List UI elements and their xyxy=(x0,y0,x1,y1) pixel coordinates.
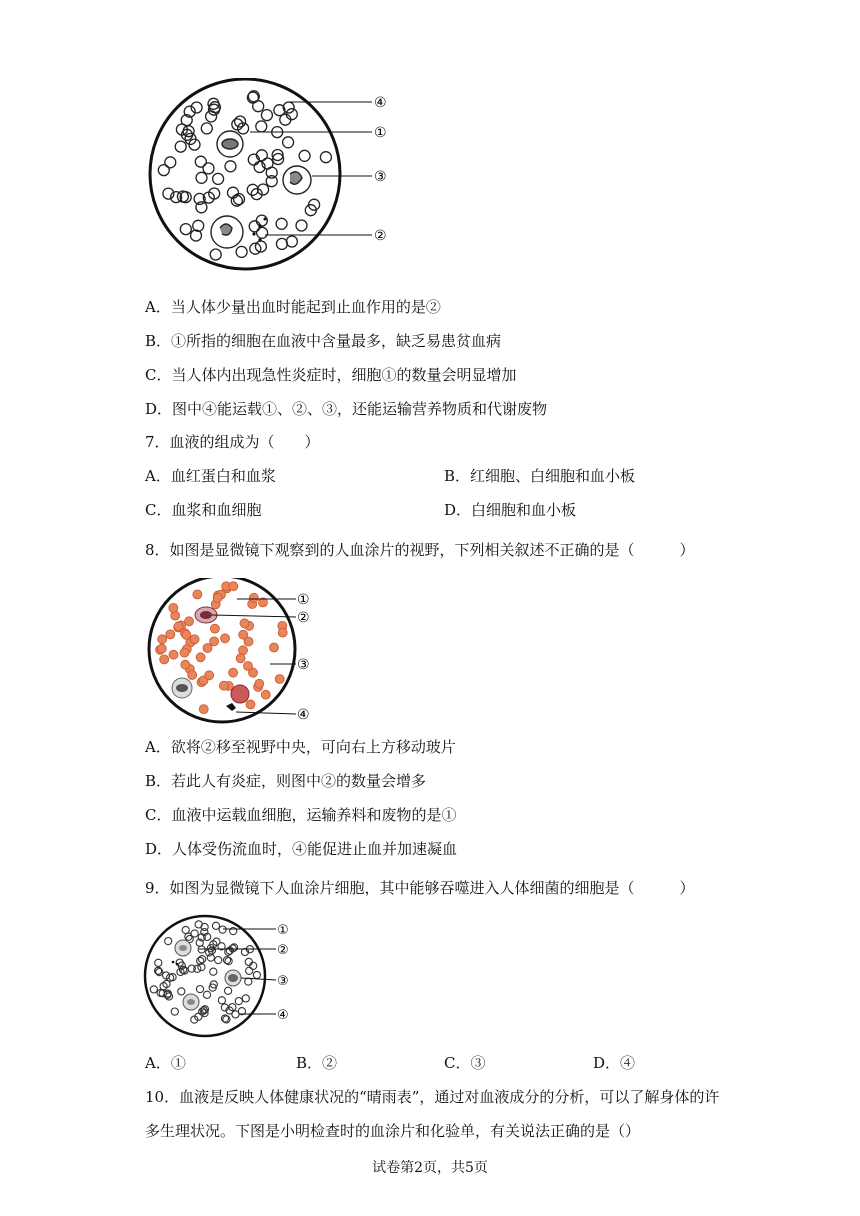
blood-cell xyxy=(203,163,214,174)
blood-cell xyxy=(199,956,206,963)
blood-cell xyxy=(245,958,252,965)
fig1-label-4: ④ xyxy=(374,95,387,111)
q8-option-a: A．欲将②移至视野中央，可向右上方移动玻片 xyxy=(145,738,456,756)
fig2-label-1: ① xyxy=(297,592,310,608)
fig1-label-1: ① xyxy=(374,125,387,141)
q9-option-c: C．③ xyxy=(444,1054,486,1072)
blood-cell xyxy=(203,644,212,653)
q6-option-c: C．当人体内出现急性炎症时，细胞①的数量会明显增加 xyxy=(145,366,517,384)
blood-cell xyxy=(225,987,232,994)
blood-cell xyxy=(193,590,202,599)
blood-cell xyxy=(182,630,191,639)
blood-cell xyxy=(296,220,307,231)
q7-option-c: C．血浆和血细胞 xyxy=(145,501,262,519)
blood-cell xyxy=(169,650,178,659)
blood-cell xyxy=(218,997,225,1004)
blood-cell xyxy=(180,648,189,657)
q6-option-a: A．当人体少量出血时能起到止血作用的是② xyxy=(145,298,441,316)
blood-cell xyxy=(157,644,166,653)
blood-cell xyxy=(205,671,214,680)
blood-cell xyxy=(174,622,183,631)
blood-cell xyxy=(219,926,226,933)
blood-cell xyxy=(175,141,186,152)
blood-cell xyxy=(169,603,178,612)
blood-cell xyxy=(196,986,203,993)
blood-cell xyxy=(193,220,204,231)
blood-cell xyxy=(158,635,167,644)
blood-cell xyxy=(165,938,172,945)
blood-cell xyxy=(261,690,270,699)
blood-cell xyxy=(239,630,248,639)
blood-cell xyxy=(240,619,249,628)
blood-cell xyxy=(246,967,253,974)
blood-cell xyxy=(278,628,287,637)
blood-cell xyxy=(171,1008,178,1015)
blood-cell xyxy=(180,224,191,235)
blood-cell xyxy=(266,176,277,187)
blood-cell xyxy=(261,110,272,121)
blood-cell xyxy=(195,156,206,167)
q9-stem: 9．如图为显微镜下人血涂片细胞，其中能够吞噬进入人体细菌的细胞是（ ） xyxy=(145,879,695,897)
blood-cell xyxy=(195,921,202,928)
blood-cell xyxy=(203,991,210,998)
q8-option-c: C．血液中运载血细胞，运输养料和废物的是① xyxy=(145,806,457,824)
fig3-label-3: ③ xyxy=(277,974,289,989)
blood-cell xyxy=(283,137,294,148)
fig2-label-3: ③ xyxy=(297,657,310,673)
fig3-label-2: ② xyxy=(277,943,289,958)
q9-option-a: A．① xyxy=(145,1054,186,1072)
blood-cell xyxy=(236,246,247,257)
blood-cell xyxy=(255,679,264,688)
blood-cell xyxy=(276,218,287,229)
blood-cell xyxy=(160,655,169,664)
fig2-label-4: ④ xyxy=(297,707,310,723)
blood-cell xyxy=(256,215,267,226)
fig3-label-1: ① xyxy=(277,923,289,938)
blood-cell xyxy=(178,988,185,995)
blood-cell xyxy=(206,111,217,122)
blood-cell xyxy=(196,653,205,662)
blood-cell xyxy=(190,635,199,644)
q7-option-d: D．白细胞和血小板 xyxy=(444,501,577,519)
blood-cell xyxy=(183,126,194,137)
blood-cell xyxy=(185,617,194,626)
blood-cell xyxy=(225,161,236,172)
fig1-label-2: ② xyxy=(374,228,387,244)
blood-cell xyxy=(210,249,221,260)
blood-cell xyxy=(244,662,253,671)
blood-cell xyxy=(246,700,255,709)
blood-cell xyxy=(320,152,331,163)
blood-cell xyxy=(236,654,245,663)
q10-stem-line2: 多生理状况。下图是小明检查时的血涂片和化验单，有关说法正确的是（） xyxy=(145,1122,641,1140)
blood-cell xyxy=(201,123,212,134)
q9-option-b: B．② xyxy=(296,1054,338,1072)
q8-option-d: D．人体受伤流血时，④能促进止血并加速凝血 xyxy=(145,840,458,858)
blood-cell xyxy=(213,593,222,602)
blood-cell xyxy=(256,121,267,132)
blood-cell xyxy=(276,238,287,249)
blood-cell xyxy=(166,630,175,639)
q6-option-b: B．①所指的细胞在血液中含量最多，缺乏易患贫血病 xyxy=(145,332,502,350)
blood-cell xyxy=(219,681,228,690)
blood-cell xyxy=(210,624,219,633)
blood-cell xyxy=(250,962,257,969)
blood-cell xyxy=(150,986,157,993)
blood-smear-figure-3 xyxy=(143,910,303,1045)
blood-cell xyxy=(299,150,310,161)
blood-cell xyxy=(212,922,219,929)
blood-cell xyxy=(249,593,258,602)
blood-cell xyxy=(199,705,208,714)
blood-cell xyxy=(182,926,189,933)
q8-stem: 8．如图是显微镜下观察到的人血涂片的视野，下列相关叙述不正确的是（ ） xyxy=(145,541,695,559)
blood-cell xyxy=(158,165,169,176)
blood-cell xyxy=(245,978,252,985)
blood-cell xyxy=(242,995,249,1002)
blood-cell xyxy=(257,227,268,238)
q10-stem-line1: 10．血液是反映人体健康状况的“晴雨表”，通过对血液成分的分析，可以了解身体的许 xyxy=(145,1088,720,1106)
blood-cell xyxy=(181,660,190,669)
blood-cell xyxy=(229,668,238,677)
blood-cell xyxy=(275,675,284,684)
blood-cell xyxy=(229,582,238,591)
blood-cell xyxy=(210,968,217,975)
blood-cell xyxy=(253,971,260,978)
blood-cell xyxy=(239,646,248,655)
blood-cell xyxy=(207,954,214,961)
blood-cell xyxy=(270,643,279,652)
blood-smear-figure-1 xyxy=(140,78,400,283)
q7-stem: 7．血液的组成为（ ） xyxy=(145,433,320,451)
blood-cell xyxy=(221,634,230,643)
q6-option-d: D．图中④能运载①、②、③，还能运输营养物质和代谢废物 xyxy=(145,400,548,418)
blood-cell xyxy=(213,173,224,184)
blood-cell xyxy=(235,998,242,1005)
blood-cell xyxy=(286,236,297,247)
blood-cell xyxy=(196,172,207,183)
blood-smear-figure-2 xyxy=(142,578,332,726)
blood-cell xyxy=(188,671,197,680)
q7-option-a: A．血红蛋白和血浆 xyxy=(145,467,276,485)
q9-option-d: D．④ xyxy=(593,1054,636,1072)
q7-option-b: B．红细胞、白细胞和血小板 xyxy=(444,467,636,485)
blood-cell xyxy=(235,116,246,127)
fig2-label-2: ② xyxy=(297,610,310,626)
fig3-label-4: ④ xyxy=(277,1008,289,1023)
blood-cell xyxy=(215,957,222,964)
fig1-label-3: ③ xyxy=(374,169,387,185)
blood-cell xyxy=(155,959,162,966)
q8-option-b: B．若此人有炎症，则图中②的数量会增多 xyxy=(145,772,427,790)
page-footer: 试卷第2页，共5页 xyxy=(372,1160,488,1176)
blood-cell xyxy=(191,930,198,937)
blood-cell xyxy=(165,157,176,168)
